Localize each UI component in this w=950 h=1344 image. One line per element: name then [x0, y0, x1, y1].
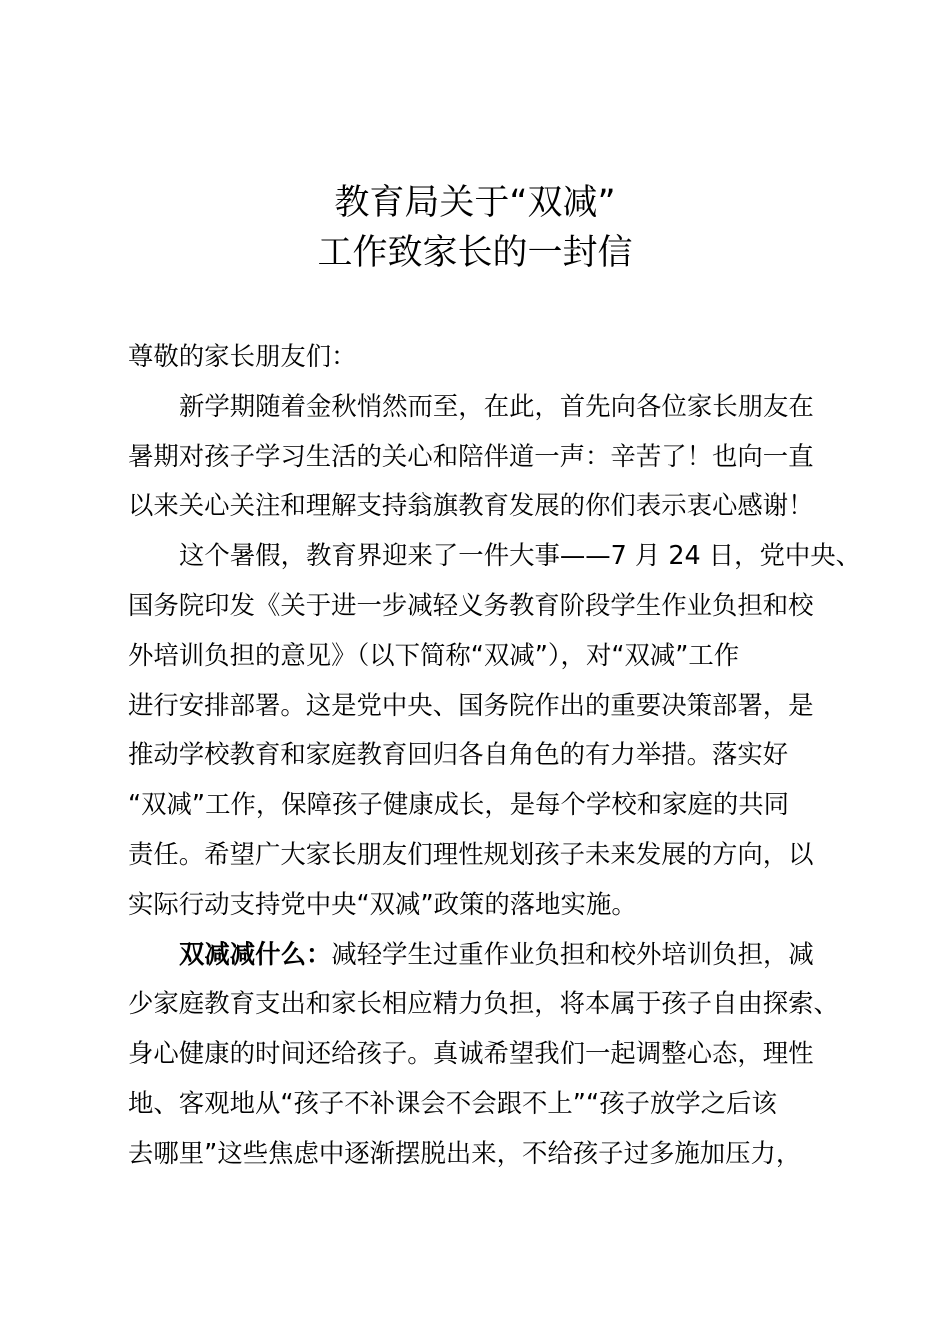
letter-body [128, 332, 862, 1179]
paragraph-line: 外培训负担的意见》（以下简称“双减”），对“双减”工作 [128, 639, 740, 670]
section-heading: 双减减什么： [179, 938, 332, 969]
paragraph-line: 去哪里”这些焦虑中逐渐摆脱出来，不给孩子过多施加压力， [128, 1137, 802, 1168]
paragraph-line: “双减”工作，保障孩子健康成长，是每个学校和家庭的共同 [128, 789, 790, 820]
paragraph-line: 责任。希望广大家长朋友们理性规划孩子未来发展的方向，以 [128, 838, 814, 869]
paragraph-line: 推动学校教育和家庭教育回归各自角色的有力举措。落实好 [128, 739, 789, 770]
paragraph-line: 国务院印发《关于进一步减轻义务教育阶段学生作业负担和校 [128, 589, 814, 620]
paragraph-3 [128, 930, 846, 1179]
paragraph-line: 少家庭教育支出和家长相应精力负担，将本属于孩子自由探索、 [128, 988, 839, 1019]
document-title [0, 178, 950, 278]
title-line-2: 工作致家长的一封信 [317, 233, 633, 273]
paragraph-1 [128, 382, 846, 531]
paragraph-line: 这个暑假，教育界迎来了一件大事——7 月 24 日，党中央、 [179, 540, 862, 571]
greeting: 尊敬的家长朋友们： [128, 341, 357, 371]
paragraph-text: 减轻学生过重作业负担和校外培训负担，减 [331, 938, 814, 969]
title-line-1: 教育局关于“双减” [334, 183, 616, 223]
paragraph-line: 暑期对孩子学习生活的关心和陪伴道一声：辛苦了！也向一直 [128, 440, 814, 471]
paragraph-line: 新学期随着金秋悄然而至，在此，首先向各位家长朋友在 [179, 390, 814, 421]
paragraph-2 [128, 531, 862, 929]
paragraph-line: 地、客观地从“孩子不补课会不会跟不上”“孩子放学之后该 [128, 1087, 777, 1118]
paragraph-line: 进行安排部署。这是党中央、国务院作出的重要决策部署，是 [128, 689, 814, 720]
paragraph-line: 实际行动支持党中央“双减”政策的落地实施。 [128, 888, 637, 919]
paragraph-line [128, 930, 846, 980]
paragraph-line: 身心健康的时间还给孩子。真诚希望我们一起调整心态，理性 [128, 1038, 814, 1069]
paragraph-line: 以来关心关注和理解支持翁旗教育发展的你们表示衷心感谢！ [128, 490, 814, 521]
